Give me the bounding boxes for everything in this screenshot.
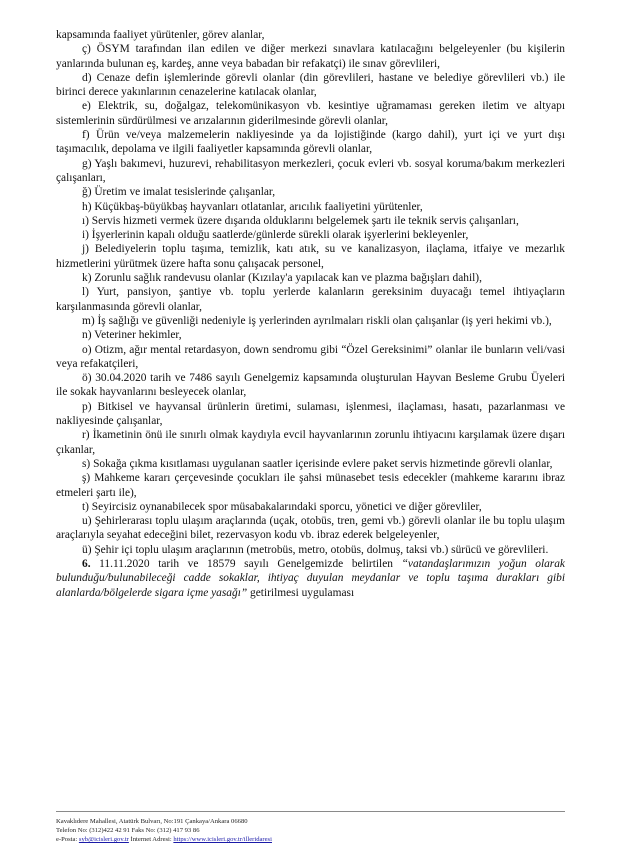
section-text-start: 11.11.2020 tarih ve 18579 sayılı Genelgemizde belirtilen <box>90 557 402 570</box>
list-item-m: m) İş sağlığı ve güvenliği nedeniyle iş yerlerinden ayrılmaları riskli olan çalışanlar (iş yeri hekimi vb.), <box>82 314 552 327</box>
list-item-c-cedilla: ç) ÖSYM tarafından ilan edilen ve diğer merkezi sınavlara katılacağını belgeleyenler (bu kişilerin yanlarında bulunan eş, kardeş, anne veya babadan bir refakatçi) ile sınav görevlileri, <box>56 43 565 70</box>
footer-web-label: İnternet Adresi: <box>128 836 174 843</box>
footer-phone: Telefon No: (312)422 42 91 Faks No: (312) 417 93 86 <box>56 827 200 834</box>
footer-divider <box>56 811 565 812</box>
section-quote: “vatandaşlarımızın yoğun olarak bulunduğu/bulunabileceği cadde sokaklar, ihtiyaç duyulan meydanlar ve toplu taşıma durakları gibi alanlarda/bölgelerde sigara içme yasağı” <box>56 557 565 599</box>
section-number: 6. <box>82 557 91 570</box>
footer <box>56 817 565 844</box>
section-text-end: getirilmesi uygulaması <box>247 586 355 599</box>
list-item-h: h) Küçükbaş-büyükbaş hayvanları otlatanlar, arıcılık faaliyetini yürütenler, <box>82 200 423 213</box>
list-item-e: e) Elektrik, su, doğalgaz, telekomünikasyon vb. kesintiye uğramaması gereken iletim ve altyapı sistemlerinin sürdürülmesi ve arızalarının giderilmesinde görevli olanlar, <box>56 100 565 127</box>
footer-contact <box>56 835 565 844</box>
list-item-l: l) Yurt, pansiyon, şantiye vb. toplu yerlerde kalanların gereksinim duyacağı temel ihtiyaçların karşılanmasında görevli olanlar, <box>56 286 565 313</box>
footer-email-label: e-Posta: <box>56 836 79 843</box>
list-item-p: p) Bitkisel ve hayvansal ürünlerin üretimi, sulaması, işlenmesi, ilaçlaması, hasatı, pazarlanması ve nakliyesinde çalışanlar, <box>56 400 565 428</box>
list-item-u: u) Şehirlerarası toplu ulaşım araçlarında (uçak, otobüs, tren, gemi vb.) görevli olanlar ile bu toplu ulaşım araçlarıyla seyahat edeceğini bilet, rezervasyon kodu vb. ibraz ederek belgeleyenler, <box>56 515 565 542</box>
list-item-i: i) İşyerlerinin kapalı olduğu saatlerde/günlerde sürekli olarak işyerlerini bekleyenler, <box>82 229 469 242</box>
list-item-s: s) Sokağa çıkma kısıtlaması uygulanan saatler içerisinde evlere paket servis hizmetinde görevli olanlar, <box>82 457 553 470</box>
footer-web-link[interactable]: https://www.icisleri.gov.tr/illeridaresi <box>173 836 272 843</box>
footer-email-link[interactable]: syb@icisleri.gov.tr <box>78 836 129 843</box>
paragraph: kapsamında faaliyet yürütenler, görev alanlar, <box>56 29 265 41</box>
list-item-dotless-i: ı) Servis hizmeti vermek üzere dışarıda olduklarını belgelemek şartı ile teknik servis çalışanları, <box>82 214 519 227</box>
list-item-o: o) Otizm, ağır mental retardasyon, down sendromu gibi “Özel Gereksinimi” olanlar ile bunların veli/vasi veya refakatçileri, <box>56 343 565 370</box>
document-body <box>56 28 565 600</box>
list-item-o-umlaut: ö) 30.04.2020 tarih ve 7486 sayılı Genelgemiz kapsamında oluşturulan Hayvan Besleme Grubu Üyeleri ile sokak hayvanlarını besleyecek olanlar, <box>56 372 565 399</box>
list-item-r: r) İkametinin önü ile sınırlı olmak kaydıyla evcil hayvanlarının zorunlu ihtiyacını karşılamak üzere dışarı çıkanlar, <box>56 429 565 456</box>
list-item-k: k) Zorunlu sağlık randevusu olanlar (Kızılay'a yapılacak kan ve plazma bağışları dahil), <box>82 272 482 285</box>
list-item-u-umlaut: ü) Şehir içi toplu ulaşım araçlarının (metrobüs, metro, otobüs, dolmuş, taksi vb.) sürücü ve görevlileri. <box>82 543 549 556</box>
section-6-paragraph <box>56 557 565 600</box>
list-item-t: t) Seyircisiz oynanabilecek spor müsabakalarındaki sporcu, yönetici ve diğer görevliler, <box>82 500 482 513</box>
list-item-s-cedilla: ş) Mahkeme kararı çerçevesinde çocukları ile şahsi münasebet tesis edecekler (mahkeme kararını ibraz etmeleri şartı ile), <box>56 472 565 499</box>
list-item-f: f) Ürün ve/veya malzemelerin nakliyesinde ya da lojistiğinde (kargo dahil), yurt içi ve yurt dışı taşımacılık, depolama ve ilgili faaliyetler kapsamında görevli olanlar, <box>56 129 565 156</box>
list-item-j: j) Belediyelerin toplu taşıma, temizlik, katı atık, su ve kanalizasyon, ilaçlama, itfaiye ve mezarlık hizmetlerini yürütmek üzere hafta sonu çalışacak personel, <box>56 243 565 270</box>
list-item-g: g) Yaşlı bakımevi, huzurevi, rehabilitasyon merkezleri, çocuk evleri vb. sosyal koruma/bakım merkezleri çalışanları, <box>56 157 565 184</box>
list-item-g-breve: ğ) Üretim ve imalat tesislerinde çalışanlar, <box>82 186 276 199</box>
list-item-d: d) Cenaze defin işlemlerinde görevli olanlar (din görevlileri, hastane ve belediye görevlileri vb.) ile birinci derece yakınlarının cenazelerine katılacak olanlar, <box>56 71 565 99</box>
footer-address: Kavaklıdere Mahallesi, Atatürk Bulvarı, No:191 Çankaya/Ankara 06680 <box>56 818 248 825</box>
list-item-n: n) Veteriner hekimler, <box>82 329 182 342</box>
